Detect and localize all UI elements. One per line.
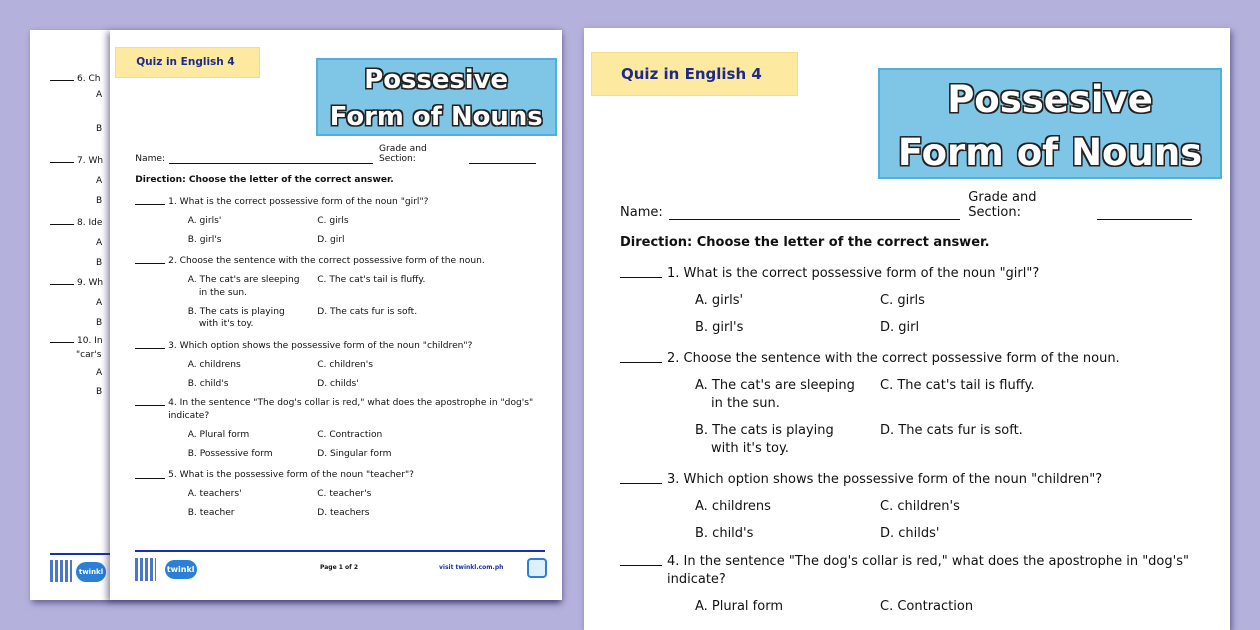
back-option: B: [96, 124, 103, 134]
question-text: 3. Which option shows the possessive form of the noun "children"?: [168, 341, 473, 351]
worksheet-title: [878, 68, 1222, 179]
option-text: D. Singular form: [317, 448, 392, 459]
question-1: [620, 265, 1200, 283]
back-option: B: [96, 387, 103, 397]
question-text: 4. In the sentence "The dog's collar is red," what does the apostrophe in "dog's" indicate?: [168, 398, 534, 421]
option-text: C. Contraction: [317, 429, 383, 440]
option-text: C. The cat's tail is fluffy.: [880, 378, 1035, 393]
option-d: [317, 234, 457, 247]
question-5: [135, 469, 541, 482]
back-option: B: [96, 318, 103, 328]
option-text: A. The cat's are sleeping: [695, 378, 855, 393]
option-d: [880, 422, 1080, 458]
option-c: [880, 292, 1080, 310]
option-text: B. The cats is playing: [695, 423, 834, 438]
answer-blank[interactable]: [135, 255, 164, 264]
grade-field[interactable]: [1097, 206, 1192, 220]
grade-field[interactable]: [469, 155, 535, 165]
option-text: D. girl: [880, 320, 920, 335]
title-line-2: Form of Nouns: [329, 102, 543, 133]
question-3: [620, 471, 1200, 489]
question-text: 2. Choose the sentence with the correct possessive form of the noun.: [168, 256, 485, 267]
direction: Direction: Choose the letter of the correct answer.: [620, 235, 990, 250]
option-text: C. girls: [317, 215, 349, 226]
back-question-10-line2: "car's: [76, 350, 102, 360]
option-a: [695, 292, 880, 310]
badge-icon: [527, 558, 547, 578]
question-text: 3. Which option shows the possessive form of the noun "children"?: [667, 472, 1103, 487]
answer-blank[interactable]: [620, 350, 662, 363]
options-row: [695, 319, 1200, 337]
twinkl-logo: twinkl: [76, 562, 106, 582]
option-text: B. Possessive form: [187, 448, 273, 459]
option-text: A. childrens: [187, 359, 241, 370]
option-text: B. teacher: [187, 508, 235, 519]
options-row: [695, 422, 1200, 458]
options-row: [188, 234, 542, 247]
qr-code: [50, 560, 72, 582]
options-row: [695, 598, 1200, 616]
options-row: [188, 488, 542, 501]
option-c: [317, 274, 457, 299]
quiz-label: Quiz in English 4: [591, 52, 798, 96]
option-a: [695, 377, 880, 413]
option-text: C. The cat's tail is fluffy.: [317, 275, 426, 286]
grade-label: Grade and Section:: [968, 190, 1037, 220]
question-text: 1. What is the correct possessive form of the noun "girl"?: [168, 196, 429, 207]
option-text: C. children's: [880, 499, 960, 514]
twinkl-logo: twinkl: [165, 560, 197, 580]
option-b: [188, 448, 318, 461]
option-text: B. child's: [187, 378, 229, 389]
option-text: A. girls': [187, 215, 222, 226]
options-row: [188, 306, 542, 331]
back-option: B: [96, 258, 103, 268]
qr-code: [135, 558, 156, 580]
title-line-2: Form of Nouns: [897, 131, 1203, 174]
option-text: C. girls: [880, 293, 925, 308]
option-c: [880, 377, 1080, 413]
back-question-8: 8. Ide: [50, 218, 102, 228]
back-question-7: 7. Wh: [50, 156, 103, 166]
answer-blank[interactable]: [620, 265, 662, 278]
grade-label: Grade and Section:: [379, 144, 427, 165]
option-d: [317, 448, 457, 461]
answer-blank[interactable]: [135, 196, 164, 205]
quiz-label: Quiz in English 4: [115, 47, 260, 78]
front-page-large: [584, 28, 1230, 630]
back-question-9: 9. Wh: [50, 278, 103, 288]
option-b: [695, 525, 880, 543]
option-a: [188, 429, 318, 442]
footer-line: [135, 550, 545, 552]
question-2: [135, 255, 541, 268]
option-text-cont: in the sun.: [198, 287, 248, 298]
options-row: [695, 525, 1200, 543]
option-text: A. girls': [695, 293, 744, 308]
back-option: A: [96, 176, 103, 186]
option-text: A. The cat's are sleeping: [187, 275, 300, 286]
worksheet-body: [620, 190, 1200, 616]
name-label: Name:: [135, 154, 166, 165]
option-a: [188, 488, 318, 501]
option-b: [695, 422, 880, 458]
title-line-1: Possesive: [947, 78, 1153, 121]
option-d: [880, 319, 1080, 337]
question-3: [135, 340, 541, 353]
question-4: [135, 397, 541, 422]
option-a: [695, 598, 880, 616]
options-row: [695, 377, 1200, 413]
worksheet: [110, 30, 562, 600]
option-c: [317, 488, 457, 501]
back-option: A: [96, 368, 103, 378]
name-field[interactable]: [169, 155, 373, 165]
option-b: [188, 234, 318, 247]
options-row: [188, 378, 542, 391]
options-row: [695, 292, 1200, 310]
options-row: [188, 507, 542, 520]
option-text: C. teacher's: [317, 489, 372, 500]
option-text: D. childs': [880, 526, 940, 541]
answer-blank[interactable]: [135, 340, 164, 349]
answer-blank[interactable]: [620, 553, 662, 566]
option-b: [188, 378, 318, 391]
question-text: 4. In the sentence "The dog's collar is red," what does the apostrophe in "dog's" indicate?: [667, 554, 1189, 587]
option-text: B. child's: [695, 526, 754, 541]
option-a: [188, 359, 318, 372]
answer-blank[interactable]: [135, 469, 164, 478]
option-text: D. childs': [317, 378, 359, 389]
option-c: [317, 359, 457, 372]
worksheet: [584, 28, 1230, 630]
website-link[interactable]: visit twinkl.com.ph: [439, 564, 504, 572]
option-text: D. girl: [317, 234, 345, 245]
option-text: C. Contraction: [880, 599, 974, 614]
option-c: [317, 215, 457, 228]
option-text: C. children's: [317, 359, 374, 370]
options-row: [188, 215, 542, 228]
option-text: B. girl's: [695, 320, 744, 335]
name-row: [135, 144, 541, 165]
option-a: [695, 498, 880, 516]
answer-blank[interactable]: [135, 397, 164, 406]
back-question-6: 6. Ch: [50, 74, 100, 84]
question-4: [620, 553, 1200, 589]
direction: Direction: Choose the letter of the correct answer.: [135, 175, 394, 186]
answer-blank[interactable]: [620, 471, 662, 484]
name-row: [620, 190, 1200, 220]
question-2: [620, 350, 1200, 368]
title-line-1: Possesive: [364, 65, 509, 96]
back-option: B: [96, 196, 103, 206]
option-text: A. Plural form: [695, 599, 783, 614]
question-text: 5. What is the possessive form of the noun "teacher"?: [168, 470, 415, 481]
option-text-cont: in the sun.: [711, 396, 780, 411]
back-question-10: 10. In: [50, 336, 103, 346]
option-text: B. The cats is playing: [187, 306, 285, 317]
name-label: Name:: [620, 205, 663, 220]
option-d: [880, 525, 1080, 543]
options-row: [188, 429, 542, 442]
option-a: [188, 274, 318, 299]
option-d: [317, 378, 457, 391]
footer: [110, 550, 562, 592]
options-row: [188, 274, 542, 299]
back-option: A: [96, 298, 103, 308]
option-d: [317, 507, 457, 520]
page-number: Page 1 of 2: [320, 564, 358, 572]
option-a: [188, 215, 318, 228]
question-text: 1. What is the correct possessive form of the noun "girl"?: [667, 266, 1040, 281]
options-row: [188, 448, 542, 461]
option-b: [695, 319, 880, 337]
question-1: [135, 196, 541, 209]
option-d: [317, 306, 457, 331]
option-c: [880, 598, 1080, 616]
option-c: [880, 498, 1080, 516]
name-field[interactable]: [669, 206, 961, 220]
question-text: 2. Choose the sentence with the correct possessive form of the noun.: [667, 351, 1120, 366]
options-row: [188, 359, 542, 372]
worksheet-body: [135, 144, 541, 519]
front-page-thumbnail: [110, 30, 562, 600]
option-text-cont: with it's toy.: [711, 441, 789, 456]
worksheet-title: [316, 58, 557, 136]
option-b: [188, 306, 318, 331]
option-text: B. girl's: [187, 234, 222, 245]
option-c: [317, 429, 457, 442]
option-text: A. Plural form: [187, 429, 250, 440]
option-text: D. The cats fur is soft.: [880, 423, 1023, 438]
back-option: A: [96, 238, 103, 248]
option-text: A. childrens: [695, 499, 771, 514]
back-option: A: [96, 90, 103, 100]
option-text: D. teachers: [317, 508, 370, 519]
options-row: [695, 498, 1200, 516]
option-text: D. The cats fur is soft.: [317, 306, 418, 317]
option-text-cont: with it's toy.: [198, 319, 254, 330]
option-text: A. teachers': [187, 489, 242, 500]
option-b: [188, 507, 318, 520]
